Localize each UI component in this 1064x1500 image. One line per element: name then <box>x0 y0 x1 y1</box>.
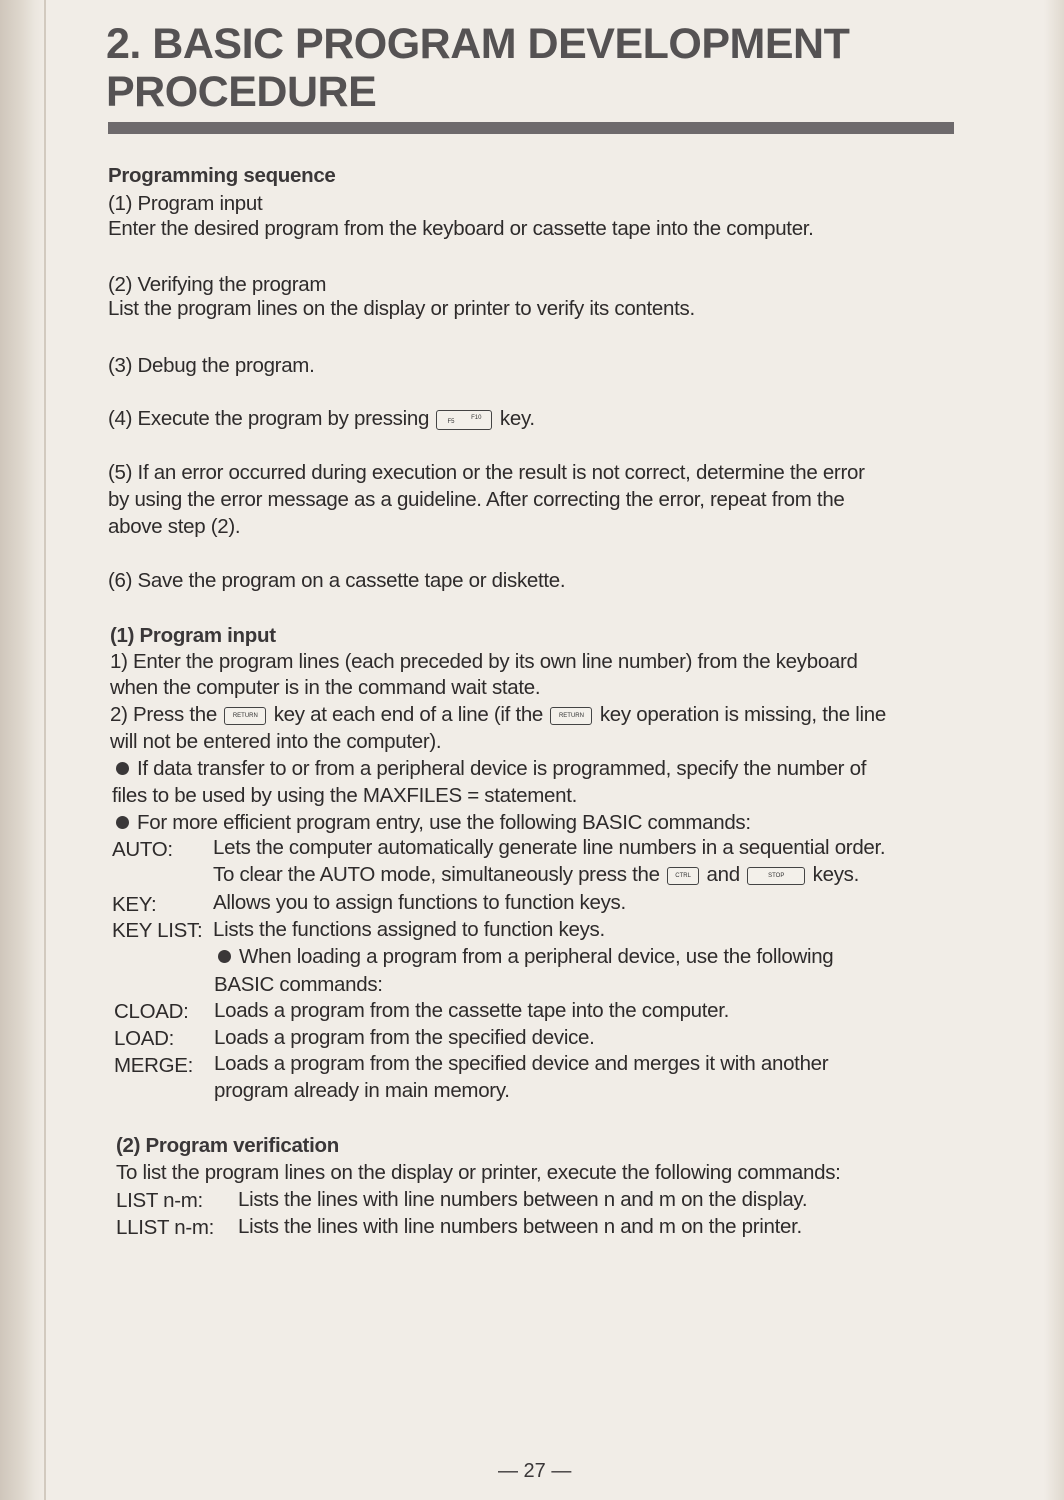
step-2-title: (2) Verifying the program <box>108 273 327 296</box>
step-6-text: (6) Save the program on a cassette tape or diskette. <box>108 569 566 592</box>
bullet-3-line-1 <box>218 944 833 970</box>
bullet-icon <box>116 816 129 829</box>
input-line-3 <box>110 702 886 728</box>
bullet-2-text: For more efficient program entry, use the following BASIC commands: <box>137 811 751 834</box>
page-edge-shadow <box>1044 0 1064 1500</box>
step-1-text: Enter the desired program from the keyboard or cassette tape into the computer. <box>108 217 814 240</box>
bullet-icon <box>116 762 129 775</box>
auto-clear-line <box>213 862 859 888</box>
f5-key-icon: F5 F10 <box>436 410 492 430</box>
key-label: KEY: <box>112 893 157 916</box>
input-line-3-b: key at each end of a line (if the <box>273 703 544 726</box>
step-2-text: List the program lines on the display or printer to verify its contents. <box>108 297 695 320</box>
stop-key-icon: STOP <box>747 867 805 885</box>
step-4-text: (4) Execute the program by pressing <box>108 407 430 430</box>
return-key-icon: RETURN <box>224 707 266 725</box>
input-line-2: when the computer is in the command wait state. <box>110 676 541 699</box>
return-key-icon: RETURN <box>550 707 592 725</box>
page-title: 2. BASIC PROGRAM DEVELOPMENT PROCEDURE <box>106 20 850 116</box>
step-5-line-1: (5) If an error occurred during execution or the result is not correct, determine the error <box>108 461 865 484</box>
llist-text: Lists the lines with line numbers between n and m on the printer. <box>238 1215 802 1238</box>
step-4-line <box>108 406 535 432</box>
llist-label: LLIST n-m: <box>116 1216 215 1239</box>
auto-clear-c: keys. <box>812 863 859 886</box>
step-5-line-2: by using the error message as a guideline. After correcting the error, repeat from the <box>108 488 845 511</box>
program-verification-heading: (2) Program verification <box>116 1134 339 1157</box>
title-rule <box>108 122 954 134</box>
bullet-1-line-1 <box>116 756 866 782</box>
bullet-icon <box>218 950 231 963</box>
step-1-title: (1) Program input <box>108 192 263 215</box>
page-spine-shadow <box>0 0 46 1500</box>
list-label: LIST n-m: <box>116 1189 203 1212</box>
auto-clear-b: and <box>706 863 740 886</box>
key-text: Allows you to assign functions to function keys. <box>213 891 626 914</box>
input-line-3-a: 2) Press the <box>110 703 217 726</box>
bullet-3-text: When loading a program from a peripheral device, use the following <box>239 945 834 968</box>
cload-label: CLOAD: <box>114 1000 189 1023</box>
auto-text: Lets the computer automatically generate line numbers in a sequential order. <box>213 836 886 859</box>
bullet-1-line-2: files to be used by using the MAXFILES = statement. <box>112 784 577 807</box>
ctrl-key-icon: CTRL <box>667 867 699 885</box>
input-line-4: will not be entered into the computer). <box>110 730 442 753</box>
list-text: Lists the lines with line numbers between n and m on the display. <box>238 1188 808 1211</box>
input-line-1: 1) Enter the program lines (each preceded by its own line number) from the keyboard <box>110 650 858 673</box>
auto-label: AUTO: <box>112 838 173 861</box>
program-input-heading: (1) Program input <box>110 624 276 647</box>
step-3-text: (3) Debug the program. <box>108 354 315 377</box>
verification-intro: To list the program lines on the display or printer, execute the following commands: <box>116 1161 841 1184</box>
programming-sequence-heading: Programming sequence <box>108 164 336 187</box>
bullet-2-line <box>116 810 751 836</box>
page-number: — 27 — <box>498 1460 572 1482</box>
merge-line-2: program already in main memory. <box>214 1079 510 1102</box>
step-5-line-3: above step (2). <box>108 515 241 538</box>
merge-label: MERGE: <box>114 1054 194 1077</box>
page-fold-line <box>44 0 46 1500</box>
step-4-suffix: key. <box>499 407 535 430</box>
bullet-3-line-2: BASIC commands: <box>214 973 383 996</box>
auto-clear-a: To clear the AUTO mode, simultaneously press the <box>213 863 660 886</box>
bullet-1-text: If data transfer to or from a peripheral device is programmed, specify the number of <box>137 757 867 780</box>
load-text: Loads a program from the specified device. <box>214 1026 595 1049</box>
load-label: LOAD: <box>114 1027 175 1050</box>
input-line-3-c: key operation is missing, the line <box>599 703 886 726</box>
keylist-label: KEY LIST: <box>112 919 203 942</box>
merge-line-1: Loads a program from the specified device and merges it with another <box>214 1052 829 1075</box>
cload-text: Loads a program from the cassette tape into the computer. <box>214 999 730 1022</box>
keylist-text: Lists the functions assigned to function keys. <box>213 918 605 941</box>
